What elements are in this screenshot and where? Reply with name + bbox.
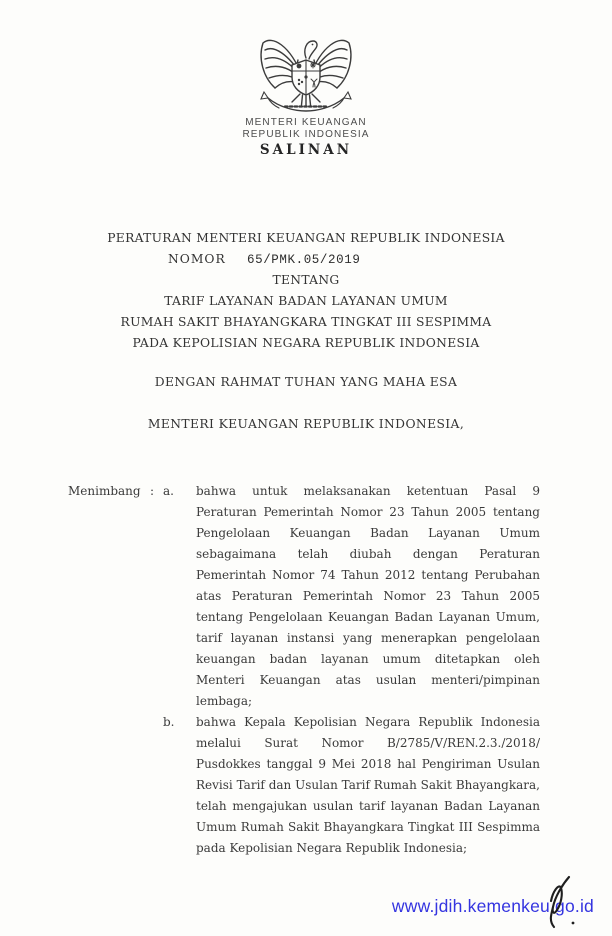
considerations-section: [68, 481, 540, 859]
item-marker-a: a.: [163, 484, 174, 498]
copy-label: SALINAN: [259, 142, 353, 158]
subject-line-2: RUMAH SAKIT BHAYANGKARA TINGKAT III SESPIMMA: [120, 315, 492, 329]
menimbang-separator: :: [150, 484, 155, 498]
tentang-label: TENTANG: [272, 273, 340, 287]
regulation-title-line: PERATURAN MENTERI KEUANGAN REPUBLIK INDONESIA: [107, 231, 505, 245]
consideration-row-b: [68, 712, 540, 859]
enacting-authority-line: MENTERI KEUANGAN REPUBLIK INDONESIA,: [147, 417, 465, 431]
menimbang-label: Menimbang: [68, 484, 141, 498]
regulation-title-block: [36, 228, 576, 354]
subject-line-1: TARIF LAYANAN BADAN LAYANAN UMUM: [164, 294, 448, 308]
nomor-label: NOMOR: [168, 252, 226, 266]
item-marker-b: b.: [163, 715, 175, 729]
garuda-pancasila-emblem: [256, 30, 356, 114]
ministry-name-line2: REPUBLIK INDONESIA: [242, 129, 370, 140]
ministry-name-line1: MENTERI KEUANGAN: [245, 117, 367, 128]
signature-initial-mark: [538, 874, 580, 930]
footer-website[interactable]: www.jdih.kemenkeu.go.id: [391, 896, 594, 916]
subject-line-3: PADA KEPOLISIAN NEGARA REPUBLIK INDONESIA: [132, 336, 480, 350]
consideration-row-a: [68, 481, 540, 712]
regulation-number-line: [36, 249, 576, 270]
nomor-value: 65/PMK.05/2019: [247, 253, 361, 267]
invocation-line: DENGAN RAHMAT TUHAN YANG MAHA ESA: [154, 375, 458, 389]
consideration-text-a: bahwa untuk melaksanakan ketentuan Pasal 9 Peraturan Pemerintah Nomor 23 Tahun 2005 tentang Pengelolaan Keuangan Badan Layanan Umum sebagaimana telah diubah dengan Peraturan Pemerintah Nomor 74 Tahun 2012 tentang Perubahan atas Peraturan Pemerintah Nomor 23 Tahun 2005 tentang Pengelolaan Keuangan Badan Layanan Umum, tarif layanan instansi yang menerapkan pengelolaan keuangan badan layanan umum ditetapkan oleh Menteri Keuangan atas usulan menteri/pimpinan lembaga;: [196, 484, 540, 708]
consideration-text-b: bahwa Kepala Kepolisian Negara Republik Indonesia melalui Surat Nomor B/2785/V/REN.2.3./2018/ Pusdokkes tanggal 9 Mei 2018 hal Pengiriman Usulan Revisi Tarif dan Usulan Tarif Rumah Sakit Bhayangkara, telah mengajukan usulan tarif layanan Badan Layanan Umum Rumah Sakit Bhayangkara Tingkat III Sespimma pada Kepolisian Negara Republik Indonesia;: [196, 715, 540, 855]
letterhead: [0, 117, 612, 158]
